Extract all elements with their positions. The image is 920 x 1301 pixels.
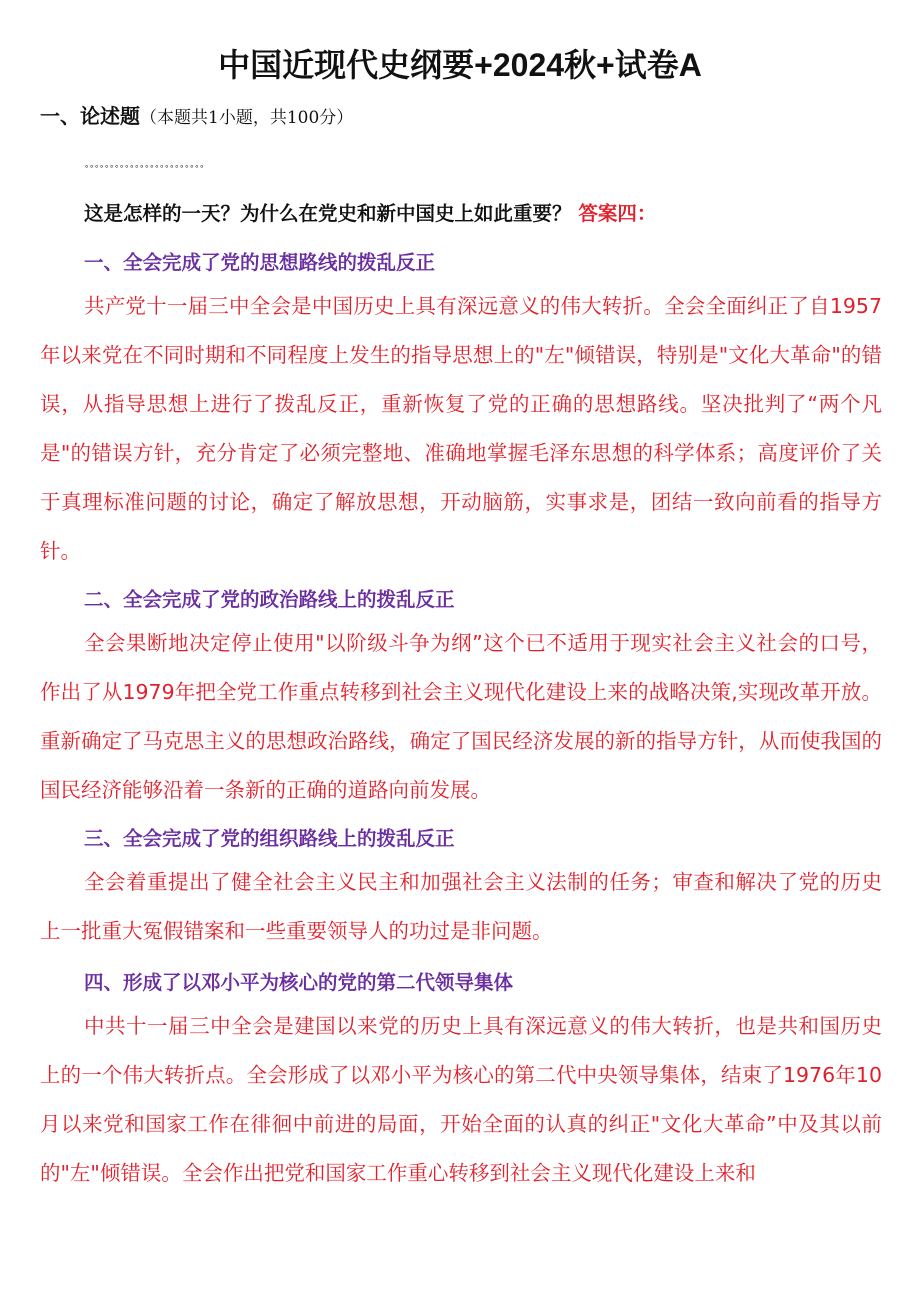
title-main: 中国近现代史纲要 — [218, 46, 475, 84]
section-heading — [40, 100, 353, 129]
part-3-heading: 三、全会完成了党的组织路线上的拨乱反正 — [84, 827, 455, 850]
part-3-body: 全会着重提出了健全社会主义民主和加强社会主义法制的任务；审查和解决了党的历史上一批重大冤假错案和一些重要领导人的功过是非问题。 — [40, 870, 882, 943]
part-4-body: 中共十一届三中全会是建国以来党的历史上具有深远意义的伟大转折，也是共和国历史上的一个伟大转折点。全会形成了以邓小平为核心的第二代中央领导集体，结束了1976年10月以来党和国家工作在徘徊中前进的局面，开始全面的认真的纠正"文化大革命”中及其以前的"左"倾错误。全会作出把党和国家工作重心转移到社会主义现代化建设上来和 — [40, 1014, 882, 1185]
part-2-body: 全会果断地决定停止使用"以阶级斗争为纲”这个已不适用于现实社会主义社会的口号，作出了从1979年把全党工作重点转移到社会主义现代化建设上来的战略决策,实现改革开放。重新确定了马克思主义的思想政治路线，确定了国民经济发展的新的指导方针，从而使我国的国民经济能够沿着一条新的正确的道路向前发展。 — [40, 631, 882, 802]
question-body: 这是怎样的一天？为什么在党史和新中国史上如此重要？ — [84, 202, 572, 225]
document-title — [0, 40, 920, 86]
dotted-placeholder: ∘∘∘∘∘∘∘∘∘∘∘∘∘∘∘∘∘∘∘∘∘∘∘∘ — [84, 162, 205, 171]
part-1-heading: 一、全会完成了党的思想路线的拨乱反正 — [84, 251, 436, 274]
part-2-heading: 二、全会完成了党的政治路线上的拨乱反正 — [84, 588, 455, 611]
part-4-heading: 四、形成了以邓小平为核心的党的第二代领导集体 — [84, 971, 514, 994]
title-suffix: +2024秋+试卷A — [474, 47, 702, 83]
part-1-body: 共产党十一届三中全会是中国历史上具有深远意义的伟大转折。全会全面纠正了自1957年以来党在不同时期和不同程度上发生的指导思想上的"左"倾错误，特别是"文化大革命"的错误，从指导思想上进行了拨乱反正，重新恢复了党的正确的思想路线。坚决批判了“两个凡是"的错误方针，充分肯定了必须完整地、准确地掌握毛泽东思想的科学体系；高度评价了关于真理标准问题的讨论，确定了解放思想，开动脑筋，实事求是，团结一致向前看的指导方针。 — [40, 294, 882, 563]
section-label: 一、论述题 — [40, 104, 140, 128]
section-note: （本题共1小题，共100分） — [140, 108, 354, 128]
answer-label: 答案四： — [578, 202, 657, 225]
question-text — [84, 198, 656, 226]
